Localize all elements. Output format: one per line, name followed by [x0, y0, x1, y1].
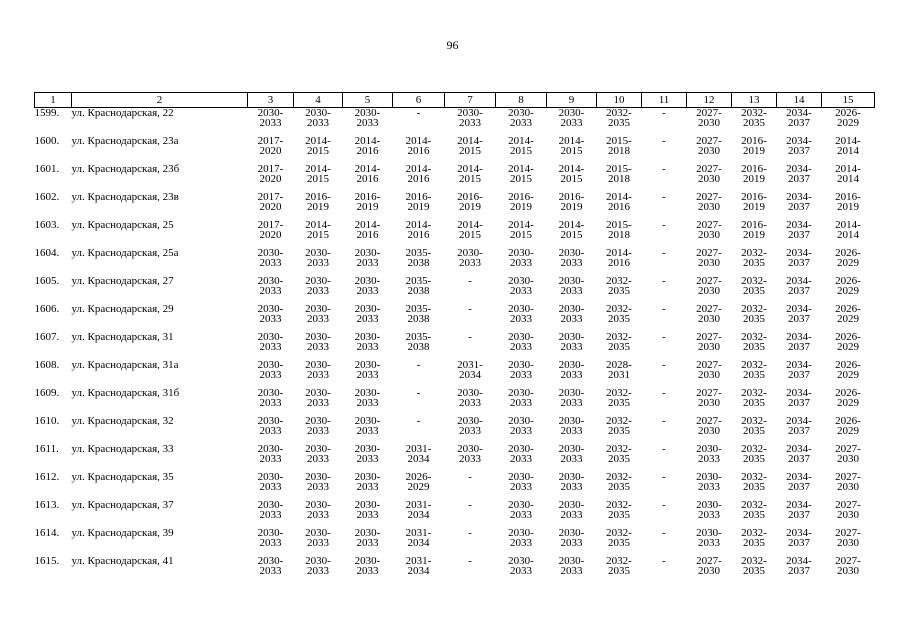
column-header: 6 [393, 93, 445, 108]
column-header: 2 [72, 93, 248, 108]
period-cell: - [662, 414, 666, 427]
period-cell: 2030- 2033 [305, 330, 331, 353]
period-cell: 2030- 2033 [508, 554, 534, 577]
address-cell: ул. Краснодарская, 37 [71, 498, 174, 511]
period-cell: 2032- 2035 [741, 274, 767, 297]
period-cell: 2026- 2029 [835, 107, 861, 129]
period-cell: 2027- 2030 [696, 358, 722, 381]
period-cell: 2034- 2037 [786, 414, 812, 437]
period-cell: 2035- 2038 [405, 302, 432, 325]
period-cell: 2030- 2033 [558, 414, 585, 437]
period-cell: - [468, 274, 472, 287]
period-cell: 2030- 2033 [305, 554, 331, 577]
period-cell: - [662, 246, 666, 259]
period-cell: 2014- 2015 [558, 218, 585, 241]
period-cell: 2014- 2015 [305, 134, 331, 157]
period-cell: 2030- 2033 [354, 442, 381, 465]
table-row [35, 164, 875, 192]
period-cell: 2030- 2033 [257, 526, 284, 549]
period-cell: 2032- 2035 [741, 442, 767, 465]
column-header: 10 [597, 93, 642, 108]
period-cell: 2030- 2033 [354, 302, 381, 325]
header-row [35, 93, 875, 108]
period-cell: 2030- 2033 [457, 414, 483, 437]
period-cell: 2031- 2034 [405, 526, 432, 549]
period-cell: 2030- 2033 [354, 246, 381, 269]
row-number: 1614. [34, 526, 60, 539]
table-row [35, 136, 875, 164]
period-cell: 2030- 2033 [558, 498, 585, 521]
row-number: 1613. [34, 498, 60, 511]
period-cell: 2032- 2035 [741, 302, 767, 325]
page-number: 96 [446, 38, 459, 52]
period-cell: 2035- 2038 [405, 246, 432, 269]
address-cell: ул. Краснодарская, 39 [71, 526, 174, 539]
period-cell: 2030- 2033 [305, 470, 331, 493]
period-cell: 2031- 2034 [405, 442, 432, 465]
row-number: 1602. [34, 190, 60, 203]
period-cell: 2016- 2019 [508, 190, 534, 213]
period-cell: 2030- 2033 [257, 442, 284, 465]
table-row [35, 472, 875, 500]
period-cell: 2030- 2033 [305, 274, 331, 297]
period-cell: 2026- 2029 [835, 330, 861, 353]
period-cell: 2016- 2019 [405, 190, 432, 213]
period-cell: 2014- 2015 [457, 162, 483, 185]
period-cell: 2030- 2033 [558, 274, 585, 297]
period-cell: 2030- 2033 [558, 526, 585, 549]
period-cell: 2030- 2033 [354, 358, 381, 381]
period-cell: 2014- 2016 [354, 162, 381, 185]
period-cell: - [468, 470, 472, 483]
period-cell: 2027- 2030 [835, 470, 861, 493]
period-cell: 2016- 2019 [457, 190, 483, 213]
table-row [35, 416, 875, 444]
row-number: 1603. [34, 218, 60, 231]
row-number: 1611. [34, 442, 59, 455]
column-header: 5 [343, 93, 393, 108]
period-cell: 2014- 2014 [835, 162, 861, 185]
period-cell: - [468, 330, 472, 343]
period-cell: 2030- 2033 [305, 442, 331, 465]
period-cell: 2030- 2033 [508, 386, 534, 409]
period-cell: - [416, 386, 421, 399]
period-cell: 2035- 2038 [405, 330, 432, 353]
period-cell: 2032- 2035 [606, 526, 632, 549]
period-cell: 2032- 2035 [606, 302, 632, 325]
period-cell: - [662, 330, 666, 343]
period-cell: 2030- 2033 [305, 358, 331, 381]
period-cell: 2030- 2033 [508, 302, 534, 325]
table-body [35, 108, 875, 584]
period-cell: - [662, 302, 666, 315]
period-cell: 2030- 2033 [354, 470, 381, 493]
period-cell: 2030- 2033 [696, 498, 722, 521]
period-cell: 2030- 2033 [354, 107, 381, 129]
period-cell: 2030- 2033 [558, 470, 585, 493]
address-cell: ул. Краснодарская, 25 [71, 218, 174, 231]
period-cell: 2014- 2014 [835, 218, 861, 241]
address-cell: ул. Краснодарская, 31а [71, 358, 179, 371]
period-cell: 2027- 2030 [835, 442, 861, 465]
period-cell: 2032- 2035 [606, 414, 632, 437]
column-header: 11 [642, 93, 687, 108]
period-cell: 2034- 2037 [786, 218, 812, 241]
period-cell: 2032- 2035 [741, 107, 767, 129]
period-cell: 2034- 2037 [786, 554, 812, 577]
row-number: 1610. [34, 414, 60, 427]
period-cell: - [662, 162, 666, 175]
period-cell: 2032- 2035 [741, 386, 767, 409]
period-cell: 2027- 2030 [696, 414, 722, 437]
period-cell: 2032- 2035 [741, 470, 767, 493]
period-cell: 2034- 2037 [786, 442, 812, 465]
address-cell: ул. Краснодарская, 23а [71, 134, 179, 147]
period-cell: 2032- 2035 [741, 246, 767, 269]
period-cell: 2027- 2030 [696, 134, 722, 157]
period-cell: - [468, 302, 472, 315]
period-cell: 2032- 2035 [606, 386, 632, 409]
period-cell: - [662, 470, 666, 483]
address-cell: ул. Краснодарская, 31б [71, 386, 180, 399]
period-cell: 2026- 2029 [835, 414, 861, 437]
column-header: 8 [496, 93, 547, 108]
address-cell: ул. Краснодарская, 41 [71, 554, 174, 567]
period-cell: 2034- 2037 [786, 107, 812, 129]
period-cell: 2031- 2034 [405, 498, 432, 521]
period-cell: 2030- 2033 [558, 358, 585, 381]
period-cell: 2031- 2034 [405, 554, 432, 577]
address-cell: ул. Краснодарская, 33 [71, 442, 174, 455]
period-cell: 2027- 2030 [696, 330, 722, 353]
period-cell: 2034- 2037 [786, 526, 812, 549]
address-cell: ул. Краснодарская, 31 [71, 330, 174, 343]
period-cell: 2034- 2037 [786, 330, 812, 353]
period-cell: 2014- 2016 [606, 190, 632, 213]
period-cell: - [662, 134, 666, 147]
period-cell: 2032- 2035 [606, 107, 632, 129]
period-cell: 2030- 2033 [257, 554, 284, 577]
period-cell: 2027- 2030 [835, 526, 861, 549]
period-cell: 2030- 2033 [305, 302, 331, 325]
period-cell: 2030- 2033 [508, 442, 534, 465]
table-row [35, 444, 875, 472]
column-header: 14 [777, 93, 822, 108]
period-cell: 2030- 2033 [558, 302, 585, 325]
period-cell: 2017- 2020 [257, 134, 284, 157]
period-cell: 2027- 2030 [696, 190, 722, 213]
period-cell: 2032- 2035 [741, 330, 767, 353]
address-cell: ул. Краснодарская, 35 [71, 470, 174, 483]
period-cell: 2035- 2038 [405, 274, 432, 297]
period-cell: - [662, 358, 666, 371]
works-schedule-table [34, 92, 875, 584]
period-cell: 2034- 2037 [786, 134, 812, 157]
period-cell: - [662, 526, 666, 539]
period-cell: 2032- 2035 [741, 498, 767, 521]
row-number: 1605. [34, 274, 60, 287]
period-cell: - [662, 386, 666, 399]
column-header: 13 [732, 93, 777, 108]
period-cell: 2014- 2015 [457, 218, 483, 241]
address-cell: ул. Краснодарская, 27 [71, 274, 174, 287]
period-cell: 2034- 2037 [786, 246, 812, 269]
column-header: 15 [822, 93, 875, 108]
period-cell: 2030- 2033 [508, 107, 534, 129]
period-cell: 2032- 2035 [741, 526, 767, 549]
period-cell: 2031- 2034 [457, 358, 483, 381]
period-cell: 2030- 2033 [257, 302, 284, 325]
period-cell: - [662, 554, 666, 567]
column-header: 12 [687, 93, 732, 108]
period-cell: 2030- 2033 [354, 330, 381, 353]
period-cell: 2030- 2033 [696, 526, 722, 549]
address-cell: ул. Краснодарская, 22 [71, 107, 174, 119]
period-cell: 2014- 2016 [606, 246, 632, 269]
period-cell: 2027- 2030 [835, 498, 861, 521]
row-number: 1601. [34, 162, 60, 175]
period-cell: - [662, 107, 666, 119]
period-cell: 2016- 2019 [741, 190, 767, 213]
period-cell: 2030- 2033 [305, 386, 331, 409]
period-cell: 2027- 2030 [696, 246, 722, 269]
period-cell: 2015- 2018 [606, 134, 632, 157]
period-cell: 2030- 2033 [305, 414, 331, 437]
period-cell: 2014- 2015 [508, 218, 534, 241]
period-cell: 2016- 2019 [741, 162, 767, 185]
period-cell: 2032- 2035 [606, 498, 632, 521]
period-cell: 2030- 2033 [696, 442, 722, 465]
period-cell: 2016- 2019 [354, 190, 381, 213]
period-cell: 2030- 2033 [354, 554, 381, 577]
period-cell: 2034- 2037 [786, 386, 812, 409]
period-cell: 2030- 2033 [257, 330, 284, 353]
period-cell: - [468, 554, 472, 567]
period-cell: 2027- 2030 [835, 554, 861, 577]
period-cell: 2014- 2016 [405, 134, 432, 157]
column-header: 3 [248, 93, 294, 108]
period-cell: 2014- 2015 [558, 134, 585, 157]
period-cell: 2014- 2016 [354, 134, 381, 157]
period-cell: 2027- 2030 [696, 554, 722, 577]
period-cell: 2032- 2035 [741, 414, 767, 437]
table-row [35, 276, 875, 304]
period-cell: 2014- 2014 [835, 134, 861, 157]
period-cell: 2030- 2033 [558, 386, 585, 409]
period-cell: 2026- 2029 [835, 246, 861, 269]
period-cell: 2034- 2037 [786, 190, 812, 213]
table-row [35, 500, 875, 528]
period-cell: 2016- 2019 [741, 218, 767, 241]
period-cell: 2014- 2016 [405, 218, 432, 241]
period-cell: - [468, 526, 472, 539]
period-cell: 2014- 2015 [508, 162, 534, 185]
period-cell: 2030- 2033 [257, 107, 284, 129]
period-cell: 2030- 2033 [558, 330, 585, 353]
row-number: 1609. [34, 386, 60, 399]
period-cell: 2030- 2033 [354, 414, 381, 437]
period-cell: 2030- 2033 [257, 414, 284, 437]
period-cell: 2030- 2033 [305, 526, 331, 549]
table-row [35, 192, 875, 220]
period-cell: 2030- 2033 [508, 526, 534, 549]
period-cell: 2026- 2029 [835, 386, 861, 409]
period-cell: 2030- 2033 [508, 274, 534, 297]
period-cell: - [662, 190, 666, 203]
period-cell: 2034- 2037 [786, 498, 812, 521]
row-number: 1599. [34, 107, 60, 119]
row-number: 1604. [34, 246, 60, 259]
period-cell: 2034- 2037 [786, 274, 812, 297]
period-cell: 2027- 2030 [696, 274, 722, 297]
period-cell: 2014- 2015 [457, 134, 483, 157]
period-cell: 2030- 2033 [558, 554, 585, 577]
period-cell: 2030- 2033 [457, 107, 483, 129]
period-cell: 2032- 2035 [741, 554, 767, 577]
period-cell: 2030- 2033 [558, 246, 585, 269]
period-cell: 2034- 2037 [786, 470, 812, 493]
period-cell: 2032- 2035 [606, 554, 632, 577]
period-cell: 2026- 2029 [835, 302, 861, 325]
period-cell: - [416, 107, 421, 119]
period-cell: 2014- 2016 [354, 218, 381, 241]
table-row [35, 248, 875, 276]
period-cell: 2030- 2033 [305, 246, 331, 269]
period-cell: - [468, 498, 472, 511]
table-row [35, 528, 875, 556]
table-row [35, 220, 875, 248]
period-cell: 2030- 2033 [457, 386, 483, 409]
row-number: 1607. [34, 330, 60, 343]
period-cell: - [662, 218, 666, 231]
period-cell: 2017- 2020 [257, 162, 284, 185]
period-cell: 2030- 2033 [305, 107, 331, 129]
period-cell: 2026- 2029 [835, 274, 861, 297]
period-cell: 2016- 2019 [741, 134, 767, 157]
period-cell: - [662, 498, 666, 511]
table-row [35, 108, 875, 136]
period-cell: 2026- 2029 [405, 470, 432, 493]
period-cell: 2027- 2030 [696, 218, 722, 241]
period-cell: 2030- 2033 [558, 107, 585, 129]
address-cell: ул. Краснодарская, 23б [71, 162, 180, 175]
period-cell: 2030- 2033 [257, 246, 284, 269]
period-cell: 2034- 2037 [786, 358, 812, 381]
table-row [35, 360, 875, 388]
period-cell: 2027- 2030 [696, 162, 722, 185]
period-cell: 2030- 2033 [457, 442, 483, 465]
period-cell: 2030- 2033 [257, 470, 284, 493]
period-cell: 2014- 2015 [305, 218, 331, 241]
period-cell: 2027- 2030 [696, 386, 722, 409]
period-cell: 2030- 2033 [354, 526, 381, 549]
period-cell: 2030- 2033 [354, 274, 381, 297]
period-cell: 2034- 2037 [786, 302, 812, 325]
period-cell: 2030- 2033 [508, 414, 534, 437]
column-header: 1 [35, 93, 72, 108]
row-number: 1615. [34, 554, 60, 567]
period-cell: 2032- 2035 [606, 330, 632, 353]
row-number: 1600. [34, 134, 60, 147]
period-cell: 2030- 2033 [257, 274, 284, 297]
period-cell: 2026- 2029 [835, 358, 861, 381]
period-cell: 2032- 2035 [606, 274, 632, 297]
row-number: 1606. [34, 302, 60, 315]
row-number: 1608. [34, 358, 60, 371]
period-cell: - [416, 358, 421, 371]
period-cell: 2027- 2030 [696, 302, 722, 325]
period-cell: 2030- 2033 [508, 498, 534, 521]
period-cell: 2032- 2035 [606, 442, 632, 465]
period-cell: - [662, 274, 666, 287]
period-cell: 2030- 2033 [696, 470, 722, 493]
period-cell: 2030- 2033 [508, 470, 534, 493]
address-cell: ул. Краснодарская, 29 [71, 302, 174, 315]
row-number: 1612. [34, 470, 60, 483]
period-cell: 2014- 2015 [508, 134, 534, 157]
period-cell: 2030- 2033 [354, 386, 381, 409]
address-cell: ул. Краснодарская, 23в [71, 190, 179, 203]
period-cell: 2014- 2016 [405, 162, 432, 185]
address-cell: ул. Краснодарская, 32 [71, 414, 174, 427]
column-header: 4 [294, 93, 343, 108]
column-header: 7 [445, 93, 496, 108]
table-row [35, 388, 875, 416]
period-cell: 2014- 2015 [305, 162, 331, 185]
period-cell: 2030- 2033 [305, 498, 331, 521]
period-cell: 2030- 2033 [457, 246, 483, 269]
table-row [35, 332, 875, 360]
period-cell: 2015- 2018 [606, 218, 632, 241]
period-cell: 2030- 2033 [508, 330, 534, 353]
period-cell: 2030- 2033 [257, 358, 284, 381]
address-cell: ул. Краснодарская, 25а [71, 246, 179, 259]
table-row [35, 304, 875, 332]
period-cell: 2030- 2033 [257, 498, 284, 521]
period-cell: 2016- 2019 [558, 190, 585, 213]
period-cell: 2030- 2033 [257, 386, 284, 409]
period-cell: 2030- 2033 [354, 498, 381, 521]
period-cell: 2030- 2033 [558, 442, 585, 465]
period-cell: 2032- 2035 [606, 470, 632, 493]
period-cell: 2032- 2035 [741, 358, 767, 381]
table-row [35, 556, 875, 584]
column-header: 9 [547, 93, 597, 108]
period-cell: 2028- 2031 [606, 358, 632, 381]
period-cell: 2030- 2033 [508, 246, 534, 269]
period-cell: 2016- 2019 [305, 190, 331, 213]
period-cell: 2014- 2015 [558, 162, 585, 185]
period-cell: 2034- 2037 [786, 162, 812, 185]
period-cell: 2015- 2018 [606, 162, 632, 185]
period-cell: 2027- 2030 [696, 107, 722, 129]
period-cell: 2017- 2020 [257, 218, 284, 241]
period-cell: - [416, 414, 421, 427]
period-cell: - [662, 442, 666, 455]
period-cell: 2030- 2033 [508, 358, 534, 381]
period-cell: 2017- 2020 [257, 190, 284, 213]
period-cell: 2016- 2019 [835, 190, 861, 213]
